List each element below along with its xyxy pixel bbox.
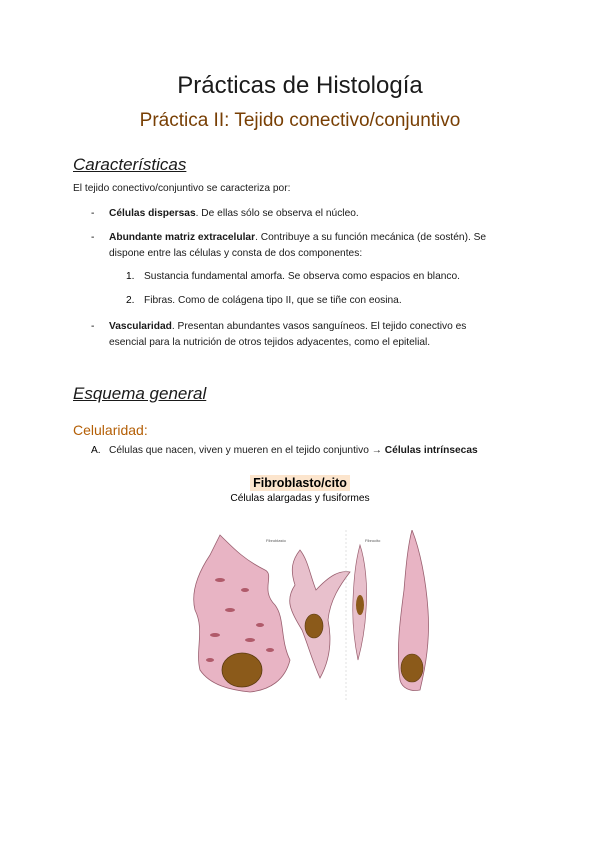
- item-text: . Contribuye a su función mecánica (de sostén). Se: [255, 232, 487, 243]
- section-heading-caracteristicas: Características: [73, 155, 187, 174]
- lettered-marker: A.: [91, 445, 101, 456]
- numbered-item: Fibras. Como de colágena tipo II, que se tiñe con eosina.: [144, 295, 402, 306]
- list-item: [109, 230, 549, 262]
- item-text: . Presentan abundantes vasos sanguíneos. El tejido conectivo es: [171, 321, 467, 332]
- bold-term: Abundante matriz extracelular: [109, 232, 256, 243]
- figure-label-left: Fibroblasto: [266, 538, 286, 543]
- fibroblast-nucleus: [222, 653, 262, 687]
- numbered-marker: 1.: [126, 271, 135, 282]
- bullet-marker: -: [91, 321, 95, 332]
- figure-label-right: Fibrocito: [365, 538, 381, 543]
- intro-text: El tejido conectivo/conjuntivo se caracteriza por:: [73, 183, 291, 194]
- numbered-marker: 2.: [126, 295, 135, 306]
- fibrocyte-cell: [290, 550, 350, 678]
- fibroblast-illustration: [190, 530, 450, 700]
- item-text-cont: esencial para la nutrición de otros tejidos adyacentes, como el epitelial.: [109, 337, 431, 348]
- numbered-item: Sustancia fundamental amorfa. Se observa como espacios en blanco.: [144, 271, 460, 282]
- bold-term: Células intrínsecas: [384, 445, 478, 456]
- figure-caption: Células alargadas y fusiformes: [230, 493, 370, 504]
- item-text: . De ellas sólo se observa el núcleo.: [195, 208, 359, 219]
- lettered-item: [109, 443, 478, 459]
- list-item: [109, 206, 359, 222]
- item-text-cont: dispone entre las células y consta de dos componentes:: [109, 248, 363, 259]
- subheading-celularidad: Celularidad:: [73, 422, 148, 438]
- bold-term: Células dispersas: [109, 208, 196, 219]
- item-text: Células que nacen, viven y mueren en el tejido conjuntivo →: [109, 445, 385, 456]
- section-heading-esquema: Esquema general: [73, 384, 207, 403]
- page-subtitle: Práctica II: Tejido conectivo/conjuntivo: [139, 110, 461, 131]
- bold-term: Vascularidad: [109, 321, 172, 332]
- fibrocyte-nucleus: [305, 614, 323, 638]
- figure-title: Fibroblasto/cito: [0, 474, 600, 492]
- bullet-marker: -: [91, 232, 95, 243]
- page-title: Prácticas de Histología: [177, 72, 423, 99]
- bullet-marker: -: [91, 208, 95, 219]
- list-item: [109, 319, 549, 351]
